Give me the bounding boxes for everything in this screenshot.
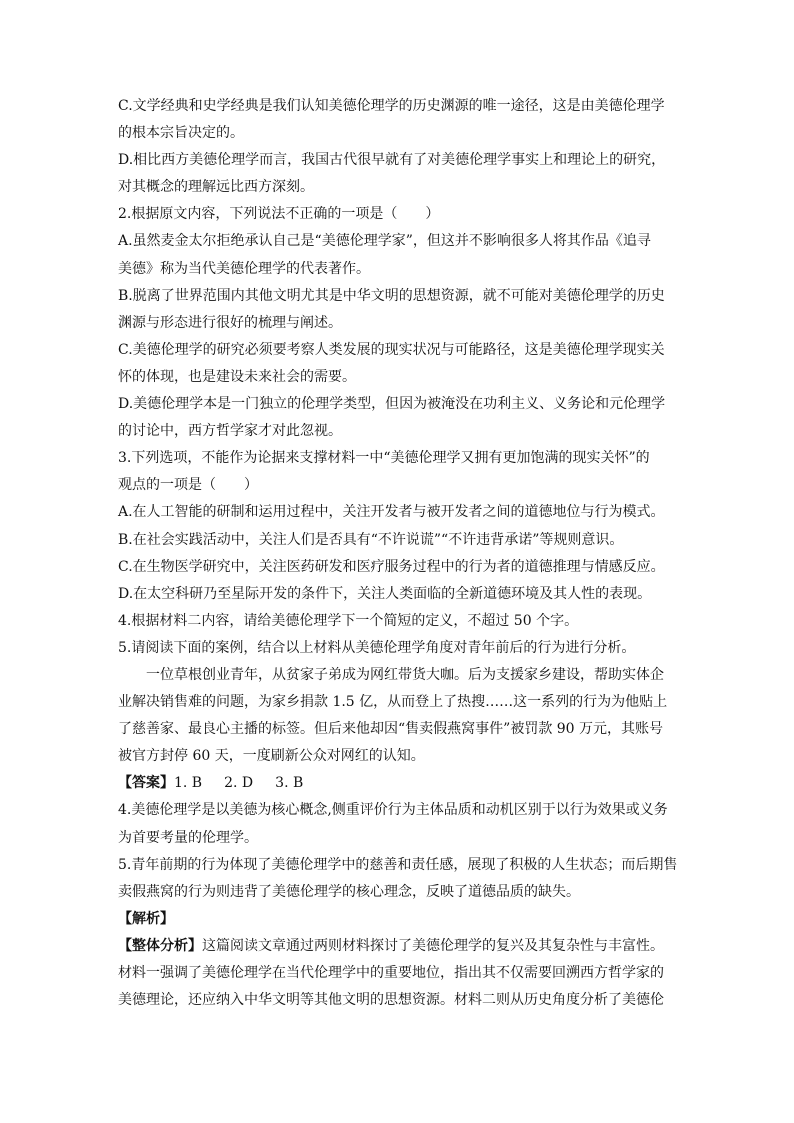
q2-option-d-line-1: D.美德伦理学本是一门独立的伦理学类型，但因为被淹没在功利主义、义务论和元伦理学 (118, 396, 666, 413)
summary-label: 【整体分析】 (118, 937, 202, 954)
answer-4-line-1: 4.美德伦理学是以美德为核心概念,侧重评价行为主体品质和动机区别于以行为效果或义务 (118, 802, 668, 819)
answer-2: 2. D (224, 775, 254, 792)
summary-text: 这篇阅读文章通过两则材料探讨了美德伦理学的复兴及其复杂性与丰富性。 (202, 937, 664, 954)
question-3-line-2: 观点的一项是（ ） (118, 477, 258, 494)
case-line-2: 业解决销售难的问题，为家乡捐款 1.5 亿，从而登上了热搜……这一系列的行为为他贴上 (118, 694, 668, 711)
q3-option-b: B.在社会实践活动中，关注人们是否具有“不许说谎”“不许违背承诺”等规则意识。 (118, 531, 624, 548)
case-line-1: 一位草根创业青年，从贫家子弟成为网红带货大咖。后为支援家乡建设，帮助实体企 (146, 666, 664, 683)
question-5: 5.请阅读下面的案例，结合以上材料从美德伦理学角度对青年前后的行为进行分析。 (118, 639, 636, 656)
option-d-line-2: 对其概念的理解远比西方深刻。 (118, 179, 314, 196)
answer-1: 1. B (174, 775, 203, 792)
answer-3: 3. B (275, 775, 304, 792)
answer-5-line-2: 卖假燕窝的行为则违背了美德伦理学的核心理念，反映了道德品质的缺失。 (118, 883, 580, 900)
q2-option-b-line-2: 渊源与形态进行很好的梳理与阐述。 (118, 314, 342, 331)
option-c-line-2: 的根本宗旨决定的。 (118, 125, 244, 142)
answer-5-line-1: 5.青年前期的行为体现了美德伦理学中的慈善和责任感，展现了积极的人生状态；而后期售 (118, 856, 678, 873)
option-d-line-1: D.相比西方美德伦理学而言，我国古代很早就有了对美德伦理学事实上和理论上的研究， (118, 152, 666, 169)
q2-option-b-line-1: B.脱离了世界范围内其他文明尤其是中华文明的思想资源，就不可能对美德伦理学的历史 (118, 287, 665, 304)
analysis-line-1 (118, 933, 678, 960)
q3-option-c: C.在生物医学研究中，关注医药研发和医疗服务过程中的行为者的道德推理与情感反应。 (118, 558, 665, 575)
q2-option-a-line-1: A.虽然麦金太尔拒绝承认自己是“美德伦理学家”，但这并不影响很多人将其作品《追寻 (118, 233, 651, 250)
question-2: 2.根据原文内容，下列说法不正确的一项是（ ） (118, 206, 440, 223)
answer-row (118, 770, 678, 797)
answer-label: 【答案】 (118, 775, 174, 792)
case-line-3: 了慈善家、最良心主播的标签。但后来他却因“售卖假燕窝事件”被罚款 90 万元，其账号 (118, 721, 664, 738)
q2-option-c-line-2: 怀的体现，也是建设未来社会的需要。 (118, 368, 356, 385)
analysis-line-2: 材料一强调了美德伦理学在当代伦理学中的重要地位，指出其不仅需要回溯西方哲学家的 (118, 965, 664, 981)
analysis-line-3: 美德理论，还应纳入中华文明等其他文明的思想资源。材料二则从历史角度分析了美德伦 (118, 992, 664, 1009)
case-line-4: 被官方封停 60 天，一度刷新公众对网红的认知。 (118, 748, 425, 765)
q3-option-a: A.在人工智能的研制和运用过程中，关注开发者与被开发者之间的道德地位与行为模式。 (118, 504, 665, 521)
analysis-label: 【解析】 (118, 910, 174, 927)
answer-4-line-2: 为首要考量的伦理学。 (118, 829, 258, 846)
document-page (118, 93, 678, 1014)
q2-option-a-line-2: 美德》称为当代美德伦理学的代表著作。 (118, 260, 370, 277)
q3-option-d: D.在太空科研乃至星际开发的条件下，关注人类面临的全新道德环境及其人性的表现。 (118, 585, 652, 602)
q2-option-c-line-1: C.美德伦理学的研究必须要考察人类发展的现实状况与可能路径，这是美德伦理学现实关 (118, 341, 665, 358)
option-c-line-1: C.文学经典和史学经典是我们认知美德伦理学的历史渊源的唯一途径，这是由美德伦理学 (118, 98, 665, 114)
question-3-line-1: 3.下列选项，不能作为论据来支撑材料一中“美德伦理学又拥有更加饱满的现实关怀”的 (118, 450, 650, 467)
q2-option-d-line-2: 的讨论中，西方哲学家才对此忽视。 (118, 423, 342, 440)
question-4: 4.根据材料二内容，请给美德伦理学下一个简短的定义，不超过 50 个字。 (118, 612, 579, 629)
